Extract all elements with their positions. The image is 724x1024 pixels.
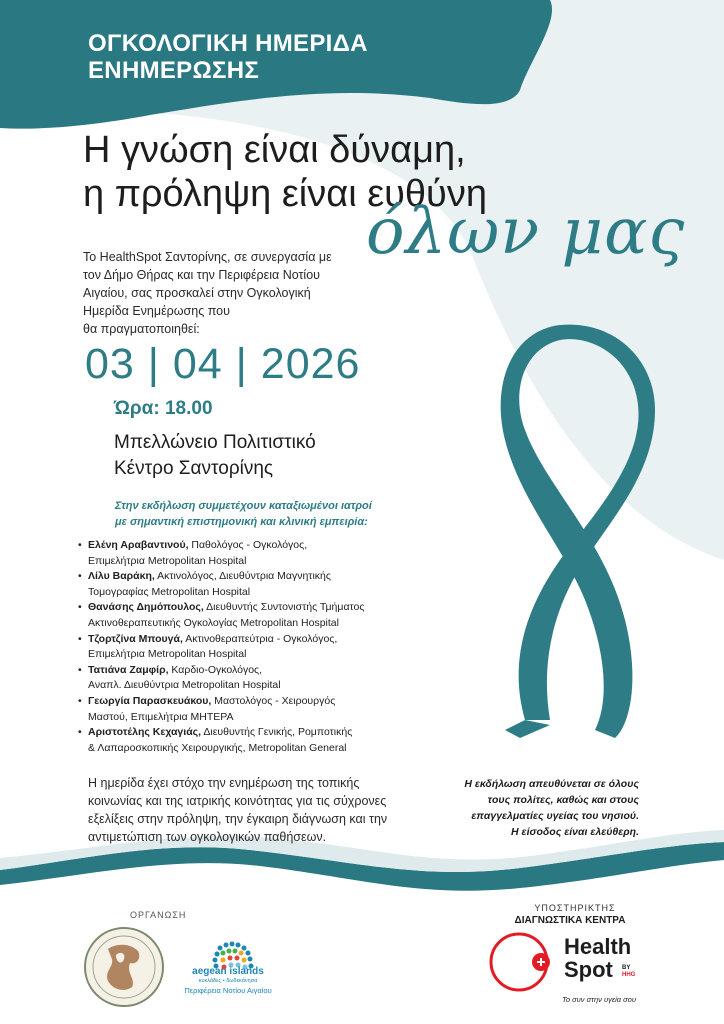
speaker-role: Παθολόγος - Ογκολόγος, — [188, 539, 308, 551]
municipality-seal-icon — [86, 929, 162, 1005]
speaker-item: • Θανάσης Δημόπουλος, Διευθυντής Συντονιστής Τμήματος Ακτινοθεραπευτικής Ογκολογίας Metropolitan Hospital — [78, 600, 418, 631]
event-goal — [88, 774, 438, 846]
speaker-item: • Τζορτζίνα Μπουγά, Ακτινοθεραπεύτρια - Ογκολόγος, Επιμελήτρια Metropolitan Hospital — [78, 632, 418, 663]
intro-text — [83, 248, 403, 338]
sponsor-tagline: Το συν στην υγεία σου — [562, 995, 636, 1004]
event-time: Ώρα: 18.00 — [114, 398, 213, 419]
speaker-role: Ακτινοθεραπεύτρια - Ογκολόγος, — [182, 632, 338, 645]
sponsor-by-brand: HHG — [622, 972, 636, 978]
municipality-thira-logo — [84, 927, 164, 1007]
speaker-affiliation: Μαστού, Επιμελήτρια ΜΗΤΕΡΑ — [88, 710, 234, 723]
healthspot-plus-logo-icon — [487, 930, 551, 994]
intro-line: Αιγαίου, σας προσκαλεί στην Ογκολογική — [83, 286, 311, 300]
goal-line: αντιμετώπιση των ογκολογικών παθήσεων. — [88, 830, 327, 844]
intro-line: Το HealthSpot Σαντορίνης, σε συνεργασία με — [83, 250, 332, 264]
aegean-logo-title: aegean islands — [192, 966, 264, 977]
speaker-affiliation: Επιμελήτρια Metropolitan Hospital — [88, 554, 247, 567]
speaker-name: Λίλυ Βαράκη, — [88, 570, 155, 583]
speakers-intro-line: Στην εκδήλωση συμμετέχουν καταξιωμένοι ιατροί — [115, 500, 372, 512]
event-title — [88, 30, 368, 84]
slogan-line-1: Η γνώση είναι δύναμη, — [83, 129, 466, 171]
speaker-name: Τατιάνα Ζαμφίρ, — [88, 663, 169, 676]
venue-line: Κέντρο Σαντορίνης — [114, 458, 274, 479]
speaker-name: Τζορτζίνα Μπουγά, — [88, 632, 183, 645]
speaker-item: • Γεωργία Παρασκευάκου, Μαστολόγος - Χειρουργός Μαστού, Επιμελήτρια ΜΗΤΕΡΑ — [78, 694, 418, 725]
speaker-affiliation: & Λαπαροσκοπικής Χειρουργικής, Metropolitan General — [88, 741, 347, 754]
event-venue — [114, 430, 316, 482]
speaker-name: Γεωργία Παρασκευάκου, — [88, 694, 212, 707]
sponsor-by — [622, 965, 635, 979]
event-title-line: ΕΝΗΜΕΡΩΣΗΣ — [88, 57, 260, 84]
speaker-role: Καρδιο-Ογκολόγος, — [168, 663, 263, 676]
aegean-logo-region: Περιφέρεια Νοτίου Αιγαίου — [184, 986, 272, 995]
speaker-name: Θανάσης Δημόπουλος, — [88, 601, 204, 614]
audience-line: τους πολίτες, καθώς και στους — [487, 794, 639, 806]
goal-line: κοινωνίας και της ιατρικής κοινότητας για τις σύχρονες — [88, 794, 387, 808]
speaker-affiliation: Ακτινοθεραπευτικής Ογκολογίας Metropolitan Hospital — [88, 616, 339, 629]
sponsor-by-text: BY — [622, 965, 631, 971]
speaker-role: Ακτινολόγος, Διευθύντρια Μαγνητικής — [154, 570, 331, 583]
speaker-affiliation: Τομογραφίας Metropolitan Hospital — [88, 585, 251, 598]
audience-line: Η εκδήλωση απευθύνεται σε όλους — [464, 778, 639, 790]
audience-line: Η είσοδος είναι ελεύθερη. — [511, 826, 639, 838]
organizers-label: ΟΡΓΑΝΩΣΗ — [130, 910, 187, 920]
speaker-affiliation: Αναπλ. Διευθύντρια Metropolitan Hospital — [88, 679, 281, 692]
ribbon-icon — [465, 320, 665, 740]
sponsor-category: ΔΙΑΓΝΩΣΤΙΚΑ ΚΕΝΤΡΑ — [514, 915, 626, 926]
goal-line: εξελίξεις στην πρόληψη, την έγκαιρη διάγνωση και την — [88, 812, 388, 826]
speaker-item: • Ελένη Αραβαντινού, Παθολόγος - Ογκολόγος, Επιμελήτρια Metropolitan Hospital — [78, 538, 418, 569]
intro-line: Ημερίδα Ενημέρωσης που — [83, 304, 230, 318]
speaker-role: Μαστολόγος - Χειρουργός — [211, 694, 336, 707]
intro-line: θα πραγματοποιηθεί: — [83, 322, 200, 336]
speaker-item: • Λίλυ Βαράκη, Ακτινολόγος, Διευθύντρια Μαγνητικής Τομογραφίας Metropolitan Hospital — [78, 569, 418, 600]
sponsor-name-line-2: Spot — [564, 957, 613, 982]
speaker-role: Διευθυντής Γενικής, Ρομποτικής — [201, 726, 353, 739]
audience-line: επαγγελματίες υγείας του νησιού. — [471, 810, 639, 822]
speakers-intro-line: με σημαντική επιστημονική και κλινική εμπειρία: — [115, 516, 368, 528]
slogan-line-2: η πρόληψη είναι ευθύνη — [83, 173, 487, 215]
venue-line: Μπελλώνειο Πολιτιστικό — [114, 432, 316, 453]
audience-note — [429, 776, 639, 840]
speaker-name: Αριστοτέλης Κεχαγιάς, — [88, 726, 202, 739]
sponsor-label: ΥΠΟΣΤΗΡΙΚΤΗΣ — [534, 903, 616, 913]
sponsor-name-line-1: Health — [564, 934, 632, 959]
speakers-list — [78, 538, 418, 756]
speakers-intro — [115, 498, 415, 530]
event-date: 03 | 04 | 2026 — [85, 340, 361, 388]
event-title-line: ΟΓΚΟΛΟΓΙΚΗ ΗΜΕΡΙΔΑ — [88, 30, 368, 57]
goal-line: Η ημερίδα έχει στόχο την ενημέρωση της τοπικής — [88, 776, 360, 790]
speaker-item: • Τατιάνα Ζαμφίρ, Καρδιο-Ογκολόγος, Αναπλ. Διευθύντρια Metropolitan Hospital — [78, 663, 418, 694]
slogan-accent: όλων μας — [366, 195, 686, 269]
intro-line: τον Δήμο Θήρας και την Περιφέρεια Νοτίου — [83, 268, 320, 282]
speaker-role: Διευθυντής Συντονιστής Τμήματος — [203, 601, 365, 614]
speaker-item: • Αριστοτέλης Κεχαγιάς, Διευθυντής Γενικής, Ρομποτικής & Λαπαροσκοπικής Χειρουργικής, Metropolitan General — [78, 725, 418, 756]
aegean-logo-subtitle: κυκλάδες • δωδεκάνησα — [198, 978, 258, 984]
speaker-affiliation: Επιμελήτρια Metropolitan Hospital — [88, 648, 247, 661]
speaker-name: Ελένη Αραβαντινού, — [88, 539, 189, 551]
